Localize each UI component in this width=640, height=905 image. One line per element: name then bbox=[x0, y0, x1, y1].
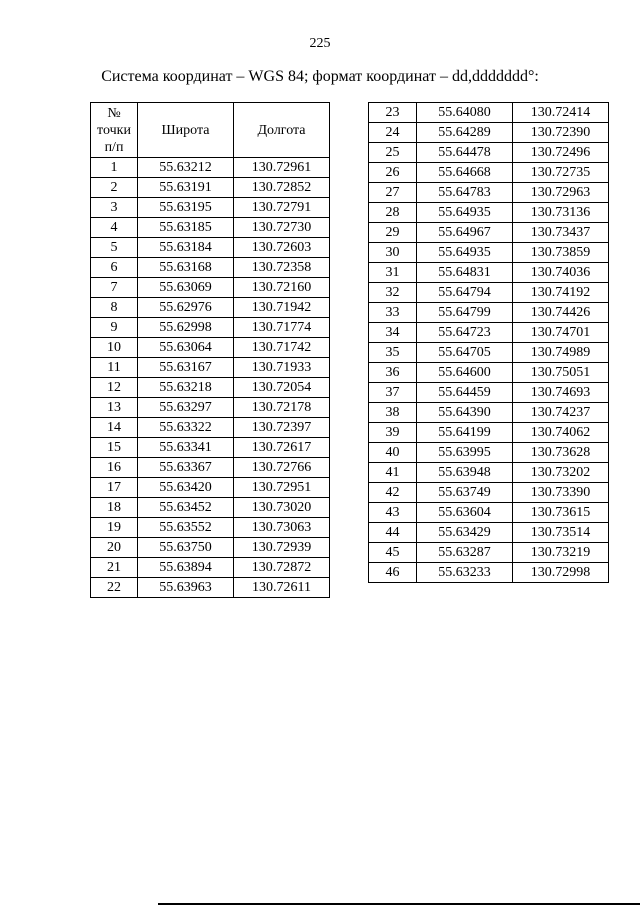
longitude-cell: 130.74036 bbox=[513, 263, 609, 283]
point-number-cell: 26 bbox=[369, 163, 417, 183]
longitude-cell: 130.72961 bbox=[234, 158, 330, 178]
longitude-cell: 130.75051 bbox=[513, 363, 609, 383]
table-row bbox=[91, 198, 330, 218]
point-number-cell: 29 bbox=[369, 223, 417, 243]
latitude-cell: 55.64783 bbox=[417, 183, 513, 203]
table-row bbox=[369, 443, 609, 463]
table-row bbox=[91, 398, 330, 418]
table-row bbox=[91, 378, 330, 398]
longitude-cell: 130.72963 bbox=[513, 183, 609, 203]
point-number-cell: 19 bbox=[91, 518, 138, 538]
longitude-cell: 130.72791 bbox=[234, 198, 330, 218]
point-number-cell: 20 bbox=[91, 538, 138, 558]
table-row bbox=[91, 218, 330, 238]
latitude-cell: 55.64935 bbox=[417, 243, 513, 263]
table-row bbox=[91, 278, 330, 298]
header-latitude: Широта bbox=[138, 103, 234, 158]
latitude-cell: 55.63963 bbox=[138, 578, 234, 598]
table-row bbox=[369, 563, 609, 583]
coordinates-table-left bbox=[90, 102, 330, 598]
table-row bbox=[91, 458, 330, 478]
longitude-cell: 130.72358 bbox=[234, 258, 330, 278]
longitude-cell: 130.73219 bbox=[513, 543, 609, 563]
longitude-cell: 130.73437 bbox=[513, 223, 609, 243]
longitude-cell: 130.72397 bbox=[234, 418, 330, 438]
longitude-cell: 130.71933 bbox=[234, 358, 330, 378]
latitude-cell: 55.63894 bbox=[138, 558, 234, 578]
point-number-cell: 16 bbox=[91, 458, 138, 478]
latitude-cell: 55.64289 bbox=[417, 123, 513, 143]
latitude-cell: 55.64199 bbox=[417, 423, 513, 443]
table-row bbox=[369, 343, 609, 363]
table-row bbox=[91, 558, 330, 578]
point-number-cell: 15 bbox=[91, 438, 138, 458]
longitude-cell: 130.72496 bbox=[513, 143, 609, 163]
point-number-cell: 7 bbox=[91, 278, 138, 298]
longitude-cell: 130.74192 bbox=[513, 283, 609, 303]
point-number-cell: 25 bbox=[369, 143, 417, 163]
table-row bbox=[369, 203, 609, 223]
latitude-cell: 55.63604 bbox=[417, 503, 513, 523]
table-row bbox=[369, 123, 609, 143]
longitude-cell: 130.71774 bbox=[234, 318, 330, 338]
latitude-cell: 55.64668 bbox=[417, 163, 513, 183]
point-number-cell: 28 bbox=[369, 203, 417, 223]
longitude-cell: 130.73202 bbox=[513, 463, 609, 483]
table-row bbox=[369, 523, 609, 543]
header-num-line-3: п/п bbox=[104, 139, 124, 155]
table-row bbox=[369, 463, 609, 483]
latitude-cell: 55.63750 bbox=[138, 538, 234, 558]
latitude-cell: 55.64935 bbox=[417, 203, 513, 223]
table-row bbox=[91, 538, 330, 558]
latitude-cell: 55.63420 bbox=[138, 478, 234, 498]
latitude-cell: 55.64723 bbox=[417, 323, 513, 343]
point-number-cell: 36 bbox=[369, 363, 417, 383]
longitude-cell: 130.71742 bbox=[234, 338, 330, 358]
longitude-cell: 130.74062 bbox=[513, 423, 609, 443]
latitude-cell: 55.63212 bbox=[138, 158, 234, 178]
table-row bbox=[91, 518, 330, 538]
longitude-cell: 130.72939 bbox=[234, 538, 330, 558]
longitude-cell: 130.73020 bbox=[234, 498, 330, 518]
table-row bbox=[369, 283, 609, 303]
longitude-cell: 130.74989 bbox=[513, 343, 609, 363]
point-number-cell: 24 bbox=[369, 123, 417, 143]
latitude-cell: 55.63287 bbox=[417, 543, 513, 563]
longitude-cell: 130.72178 bbox=[234, 398, 330, 418]
point-number-cell: 17 bbox=[91, 478, 138, 498]
point-number-cell: 9 bbox=[91, 318, 138, 338]
longitude-cell: 130.72390 bbox=[513, 123, 609, 143]
latitude-cell: 55.62998 bbox=[138, 318, 234, 338]
latitude-cell: 55.63995 bbox=[417, 443, 513, 463]
longitude-cell: 130.71942 bbox=[234, 298, 330, 318]
point-number-cell: 4 bbox=[91, 218, 138, 238]
point-number-cell: 3 bbox=[91, 198, 138, 218]
table-row bbox=[369, 543, 609, 563]
latitude-cell: 55.64794 bbox=[417, 283, 513, 303]
point-number-cell: 40 bbox=[369, 443, 417, 463]
table-left-body bbox=[91, 158, 330, 598]
point-number-cell: 41 bbox=[369, 463, 417, 483]
point-number-cell: 38 bbox=[369, 403, 417, 423]
longitude-cell: 130.72852 bbox=[234, 178, 330, 198]
table-row bbox=[91, 338, 330, 358]
longitude-cell: 130.72054 bbox=[234, 378, 330, 398]
latitude-cell: 55.63749 bbox=[417, 483, 513, 503]
table-row bbox=[91, 298, 330, 318]
table-row bbox=[369, 223, 609, 243]
latitude-cell: 55.63064 bbox=[138, 338, 234, 358]
longitude-cell: 130.72872 bbox=[234, 558, 330, 578]
latitude-cell: 55.63322 bbox=[138, 418, 234, 438]
point-number-cell: 44 bbox=[369, 523, 417, 543]
latitude-cell: 55.63195 bbox=[138, 198, 234, 218]
latitude-cell: 55.64459 bbox=[417, 383, 513, 403]
point-number-cell: 39 bbox=[369, 423, 417, 443]
longitude-cell: 130.74426 bbox=[513, 303, 609, 323]
point-number-cell: 22 bbox=[91, 578, 138, 598]
point-number-cell: 1 bbox=[91, 158, 138, 178]
table-row bbox=[91, 318, 330, 338]
latitude-cell: 55.63185 bbox=[138, 218, 234, 238]
point-number-cell: 8 bbox=[91, 298, 138, 318]
point-number-cell: 37 bbox=[369, 383, 417, 403]
longitude-cell: 130.73514 bbox=[513, 523, 609, 543]
point-number-cell: 34 bbox=[369, 323, 417, 343]
latitude-cell: 55.64080 bbox=[417, 103, 513, 123]
table-right-body bbox=[369, 103, 609, 583]
table-row bbox=[91, 158, 330, 178]
point-number-cell: 45 bbox=[369, 543, 417, 563]
point-number-cell: 23 bbox=[369, 103, 417, 123]
header-point-number bbox=[91, 103, 138, 158]
table-row bbox=[369, 103, 609, 123]
latitude-cell: 55.63452 bbox=[138, 498, 234, 518]
point-number-cell: 30 bbox=[369, 243, 417, 263]
latitude-cell: 55.63168 bbox=[138, 258, 234, 278]
latitude-cell: 55.63367 bbox=[138, 458, 234, 478]
latitude-cell: 55.63069 bbox=[138, 278, 234, 298]
table-row bbox=[369, 183, 609, 203]
latitude-cell: 55.63233 bbox=[417, 563, 513, 583]
table-row bbox=[369, 503, 609, 523]
longitude-cell: 130.73063 bbox=[234, 518, 330, 538]
table-row bbox=[91, 238, 330, 258]
table-row bbox=[369, 483, 609, 503]
point-number-cell: 13 bbox=[91, 398, 138, 418]
latitude-cell: 55.64967 bbox=[417, 223, 513, 243]
table-row bbox=[369, 383, 609, 403]
latitude-cell: 55.64600 bbox=[417, 363, 513, 383]
longitude-cell: 130.72414 bbox=[513, 103, 609, 123]
table-row bbox=[369, 323, 609, 343]
longitude-cell: 130.72617 bbox=[234, 438, 330, 458]
table-row bbox=[369, 303, 609, 323]
latitude-cell: 55.63429 bbox=[417, 523, 513, 543]
coordinate-system-heading: Система координат – WGS 84; формат координат – dd,ddddddd°: bbox=[101, 68, 539, 85]
latitude-cell: 55.63552 bbox=[138, 518, 234, 538]
table-row bbox=[91, 578, 330, 598]
latitude-cell: 55.62976 bbox=[138, 298, 234, 318]
longitude-cell: 130.72766 bbox=[234, 458, 330, 478]
longitude-cell: 130.73628 bbox=[513, 443, 609, 463]
latitude-cell: 55.63341 bbox=[138, 438, 234, 458]
point-number-cell: 11 bbox=[91, 358, 138, 378]
table-row bbox=[369, 403, 609, 423]
latitude-cell: 55.63297 bbox=[138, 398, 234, 418]
longitude-cell: 130.72735 bbox=[513, 163, 609, 183]
longitude-cell: 130.74701 bbox=[513, 323, 609, 343]
latitude-cell: 55.63167 bbox=[138, 358, 234, 378]
table-header-row bbox=[91, 103, 330, 158]
point-number-cell: 35 bbox=[369, 343, 417, 363]
header-num-line-1: № bbox=[107, 105, 121, 121]
longitude-cell: 130.72160 bbox=[234, 278, 330, 298]
table-row bbox=[369, 143, 609, 163]
table-row bbox=[369, 243, 609, 263]
header-longitude: Долгота bbox=[234, 103, 330, 158]
latitude-cell: 55.64831 bbox=[417, 263, 513, 283]
latitude-cell: 55.64390 bbox=[417, 403, 513, 423]
point-number-cell: 21 bbox=[91, 558, 138, 578]
table-row bbox=[91, 418, 330, 438]
longitude-cell: 130.72611 bbox=[234, 578, 330, 598]
point-number-cell: 12 bbox=[91, 378, 138, 398]
table-row bbox=[91, 178, 330, 198]
point-number-cell: 43 bbox=[369, 503, 417, 523]
longitude-cell: 130.72951 bbox=[234, 478, 330, 498]
table-row bbox=[91, 438, 330, 458]
longitude-cell: 130.73859 bbox=[513, 243, 609, 263]
latitude-cell: 55.64478 bbox=[417, 143, 513, 163]
latitude-cell: 55.63184 bbox=[138, 238, 234, 258]
header-num-line-2: точки bbox=[97, 122, 131, 138]
point-number-cell: 10 bbox=[91, 338, 138, 358]
point-number-cell: 31 bbox=[369, 263, 417, 283]
table-row bbox=[369, 423, 609, 443]
point-number-cell: 14 bbox=[91, 418, 138, 438]
longitude-cell: 130.74693 bbox=[513, 383, 609, 403]
point-number-cell: 5 bbox=[91, 238, 138, 258]
table-row bbox=[91, 478, 330, 498]
latitude-cell: 55.63218 bbox=[138, 378, 234, 398]
longitude-cell: 130.74237 bbox=[513, 403, 609, 423]
longitude-cell: 130.73136 bbox=[513, 203, 609, 223]
longitude-cell: 130.73615 bbox=[513, 503, 609, 523]
longitude-cell: 130.73390 bbox=[513, 483, 609, 503]
latitude-cell: 55.64705 bbox=[417, 343, 513, 363]
table-row bbox=[91, 358, 330, 378]
table-row bbox=[91, 498, 330, 518]
longitude-cell: 130.72603 bbox=[234, 238, 330, 258]
point-number-cell: 6 bbox=[91, 258, 138, 278]
point-number-cell: 27 bbox=[369, 183, 417, 203]
page-number: 225 bbox=[309, 36, 331, 51]
point-number-cell: 33 bbox=[369, 303, 417, 323]
longitude-cell: 130.72998 bbox=[513, 563, 609, 583]
point-number-cell: 32 bbox=[369, 283, 417, 303]
table-row bbox=[369, 363, 609, 383]
point-number-cell: 42 bbox=[369, 483, 417, 503]
table-row bbox=[369, 163, 609, 183]
coordinates-table-right bbox=[368, 102, 609, 583]
table-row bbox=[91, 258, 330, 278]
point-number-cell: 18 bbox=[91, 498, 138, 518]
latitude-cell: 55.64799 bbox=[417, 303, 513, 323]
table-row bbox=[369, 263, 609, 283]
latitude-cell: 55.63948 bbox=[417, 463, 513, 483]
point-number-cell: 2 bbox=[91, 178, 138, 198]
point-number-cell: 46 bbox=[369, 563, 417, 583]
latitude-cell: 55.63191 bbox=[138, 178, 234, 198]
longitude-cell: 130.72730 bbox=[234, 218, 330, 238]
